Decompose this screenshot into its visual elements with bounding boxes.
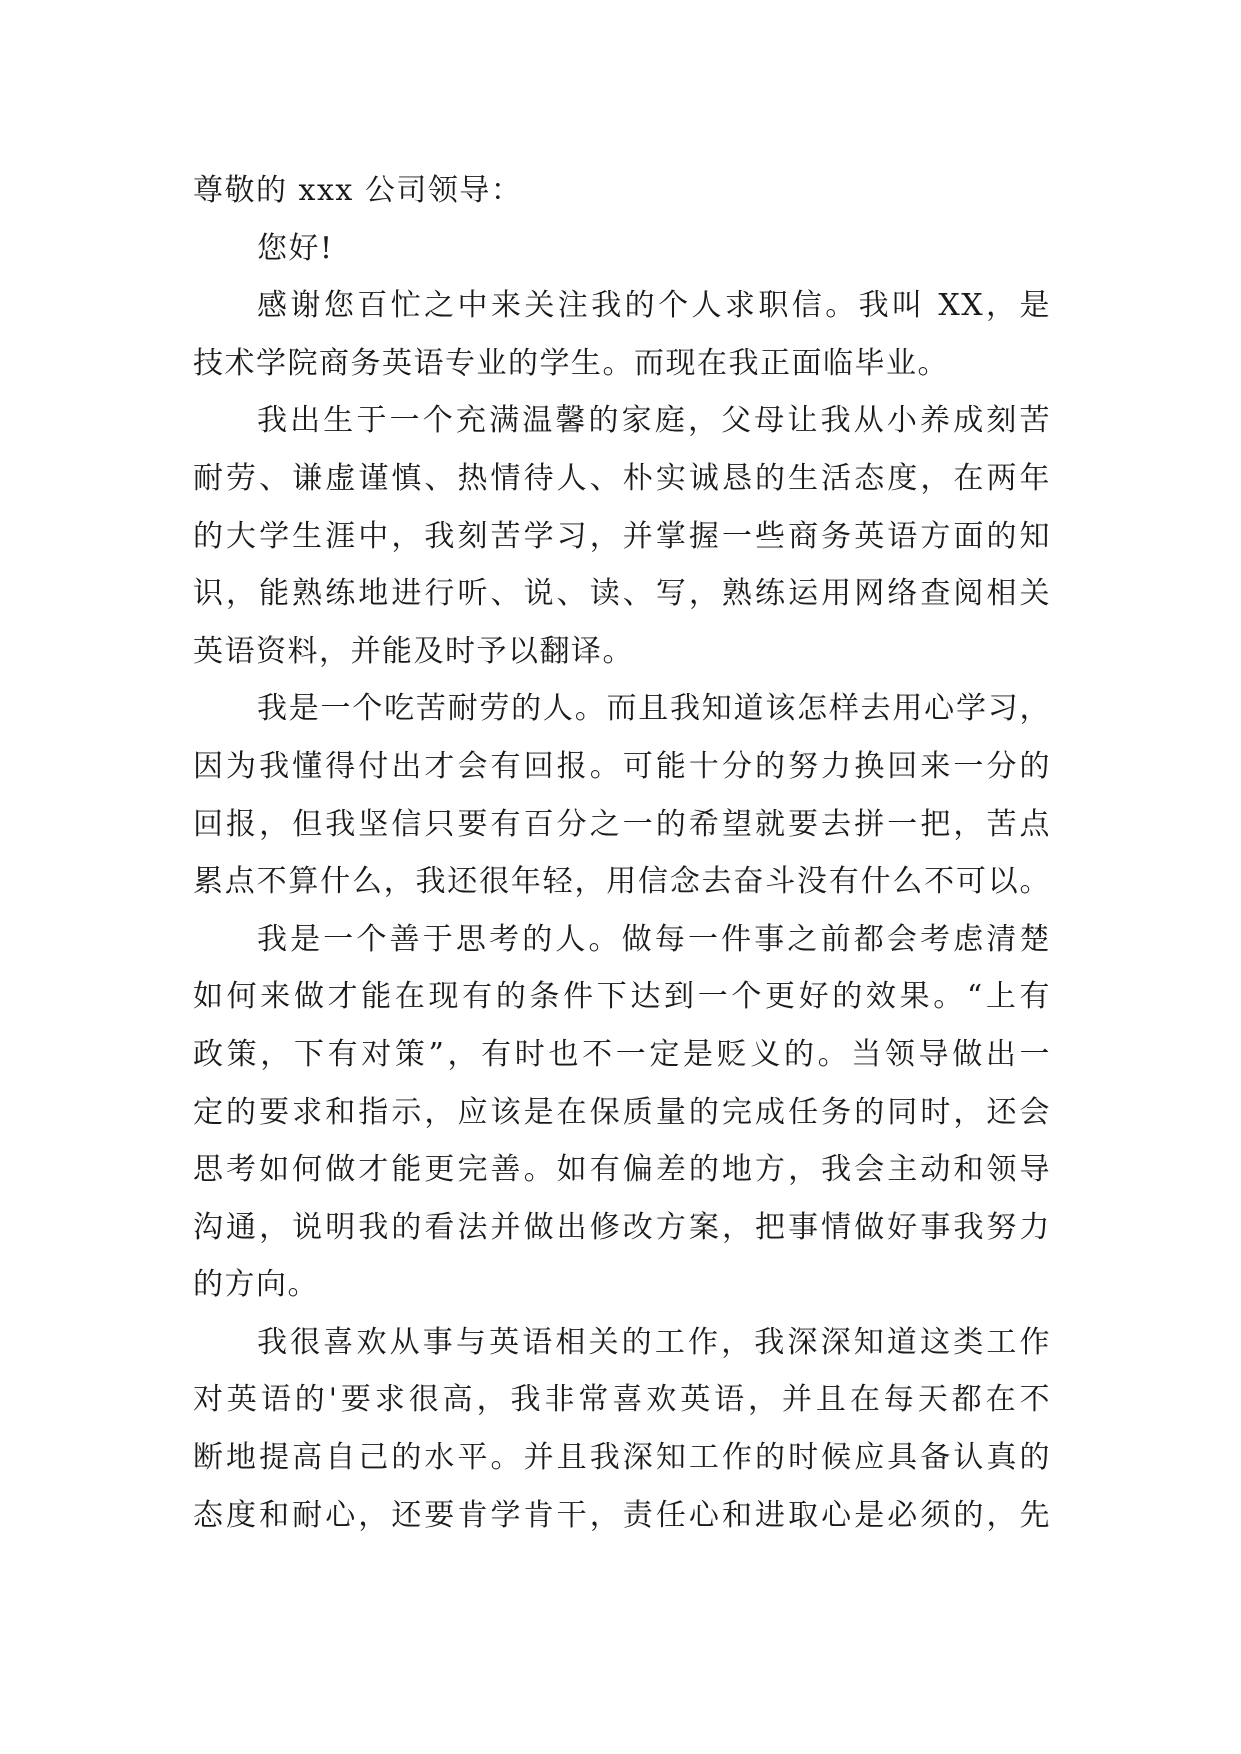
paragraph-thinking (193, 911, 1051, 1314)
paragraph-line: 英语资料，并能及时予以翻译。 (193, 633, 634, 669)
paragraph-line: 我很喜欢从事与英语相关的工作，我深深知道这类工作 (257, 1324, 1051, 1360)
paragraph-line: 感谢您百忙之中来关注我的个人求职信。我叫 XX，是 (257, 288, 1051, 324)
paragraph-line: 回报，但我坚信只要有百分之一的希望就要去拼一把，苦点 (193, 806, 1051, 842)
paragraph-line: 技术学院商务英语专业的学生。而现在我正面临毕业。 (193, 345, 949, 381)
paragraph-line: 的大学生涯中，我刻苦学习，并掌握一些商务英语方面的知 (193, 518, 1051, 554)
paragraph-line: 我出生于一个充满温馨的家庭，父母让我从小养成刻苦 (257, 403, 1051, 439)
paragraph-line: 的方向。 (193, 1267, 319, 1303)
paragraph-intro (193, 277, 1051, 392)
paragraph-background (193, 392, 1051, 680)
paragraph-line: 我是一个善于思考的人。做每一件事之前都会考虑清楚 (257, 921, 1051, 957)
paragraph-line: 识，能熟练地进行听、说、读、写，熟练运用网络查阅相关 (193, 576, 1051, 612)
paragraph-line: 对英语的'要求很高，我非常喜欢英语，并且在每天都在不 (193, 1382, 1051, 1418)
paragraph-line: 沟通，说明我的看法并做出修改方案，把事情做好事我努力 (193, 1209, 1051, 1245)
paragraph-hardworking (193, 680, 1051, 910)
salutation: 尊敬的 xxx 公司领导： (193, 173, 523, 208)
paragraph-line: 定的要求和指示，应该是在保质量的完成任务的同时，还会 (193, 1094, 1051, 1130)
paragraph-line: 因为我懂得付出才会有回报。可能十分的努力换回来一分的 (193, 748, 1051, 784)
greeting: 您好! (257, 230, 334, 266)
paragraph-line: 政策，下有对策”，有时也不一定是贬义的。当领导做出一 (193, 1036, 1051, 1072)
letter-body (193, 162, 1051, 1544)
paragraph-line: 我是一个吃苦耐劳的人。而且我知道该怎样去用心学习， (257, 691, 1051, 727)
paragraph-line: 断地提高自己的水平。并且我深知工作的时候应具备认真的 (193, 1440, 1051, 1476)
paragraph-line: 态度和耐心，还要肯学肯干，责任心和进取心是必须的，先 (193, 1497, 1051, 1533)
paragraph-line: 如何来做才能在现有的条件下达到一个更好的效果。“上有 (193, 979, 1051, 1015)
paragraph-line: 思考如何做才能更完善。如有偏差的地方，我会主动和领导 (193, 1152, 1051, 1188)
paragraph-line: 累点不算什么，我还很年轻，用信念去奋斗没有什么不可以。 (193, 864, 1051, 900)
paragraph-line: 耐劳、谦虚谨慎、热情待人、朴实诚恳的生活态度，在两年 (193, 460, 1051, 496)
paragraph-english-interest (193, 1314, 1051, 1544)
